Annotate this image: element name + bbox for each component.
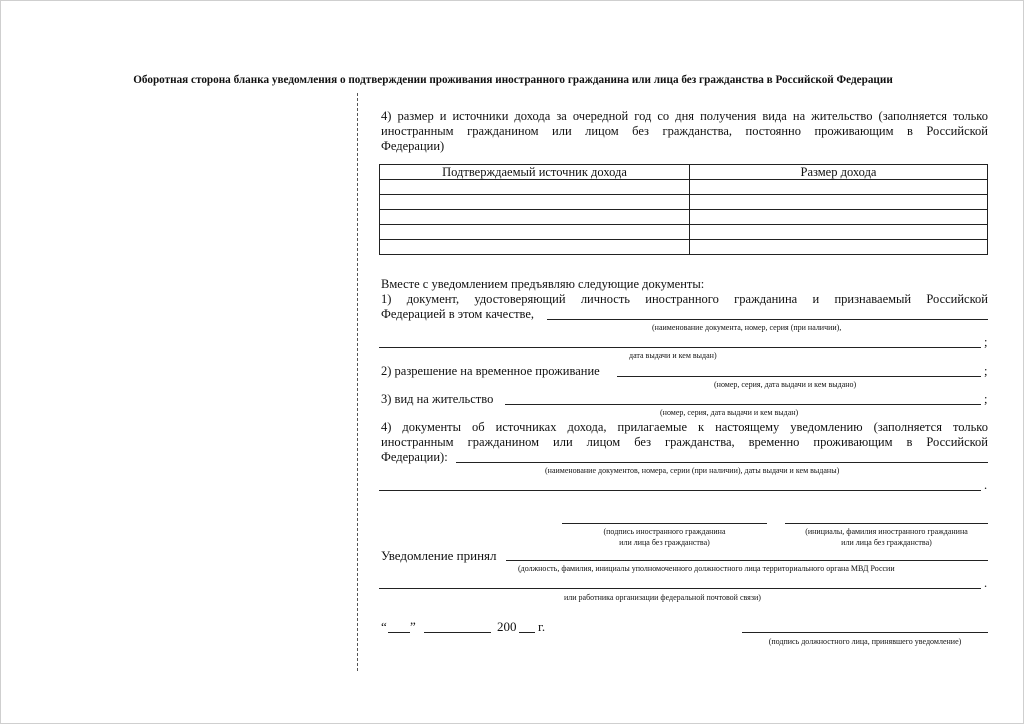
date-year-prefix: 200 <box>497 619 517 634</box>
income-source-cell[interactable] <box>380 180 690 195</box>
document4-line3: Федерации): <box>381 450 448 464</box>
accepted-official-field-continuation[interactable] <box>379 588 981 589</box>
accepted-caption2: или работника организации федеральной почтовой связи) <box>564 593 761 602</box>
table-row <box>380 225 988 240</box>
document2-field[interactable] <box>617 376 981 377</box>
document1-line2: Федерацией в этом качестве, <box>381 307 535 321</box>
period: . <box>984 478 988 492</box>
signature-caption-1: (подпись иностранного гражданина <box>603 527 726 536</box>
header-income-amount: Размер дохода <box>690 165 988 180</box>
income-amount-cell[interactable] <box>690 225 988 240</box>
document3-label: 3) вид на жительство <box>381 392 494 406</box>
document4-line1: 4) документы об источниках дохода, прилагаемые к настоящему уведомлению (заполняется только <box>381 420 988 434</box>
applicant-signature-field[interactable] <box>562 523 767 524</box>
document1-caption2: дата выдачи и кем выдан) <box>629 351 717 360</box>
section4-line3: Федерации) <box>381 139 445 153</box>
accepted-caption1: (должность, фамилия, инициалы уполномоченного должностного лица территориального органа МВД России <box>518 564 895 573</box>
official-signature-caption: (подпись должностного лица, принявшего уведомление) <box>768 637 962 646</box>
date-year-field[interactable] <box>519 632 535 633</box>
section4-line1: 4) размер и источники дохода за очередной год со дня получения вида на жительство (заполняется только <box>381 109 988 123</box>
document1-field-continuation[interactable] <box>379 347 981 348</box>
document1-field[interactable] <box>547 319 988 320</box>
document1-line1: 1) документ, удостоверяющий личность иностранного гражданина и признаваемый Российской <box>381 292 988 306</box>
table-row <box>380 240 988 255</box>
semicolon: ; <box>984 392 988 406</box>
date-year-suffix: г. <box>538 619 546 634</box>
name-caption-2: или лица без гражданства) <box>841 538 932 547</box>
date-open-quote: “ <box>381 619 387 634</box>
income-source-cell[interactable] <box>380 225 690 240</box>
table-header-row <box>380 165 988 180</box>
income-amount-cell[interactable] <box>690 180 988 195</box>
table-row <box>380 180 988 195</box>
accepted-official-field[interactable] <box>506 560 988 561</box>
period: . <box>984 576 988 590</box>
accepted-label: Уведомление принял <box>381 548 497 563</box>
table-row <box>380 195 988 210</box>
header-income-source: Подтверждаемый источник дохода <box>380 165 690 180</box>
income-source-cell[interactable] <box>380 210 690 225</box>
document1-caption1: (наименование документа, номер, серия (при наличии), <box>652 323 842 332</box>
date-month-field[interactable] <box>424 632 491 633</box>
income-source-cell[interactable] <box>380 195 690 210</box>
document3-caption: (номер, серия, дата выдачи и кем выдан) <box>660 408 799 417</box>
documents-intro: Вместе с уведомлением предъявляю следующие документы: <box>381 277 705 291</box>
table-row <box>380 210 988 225</box>
document2-caption: (номер, серия, дата выдачи и кем выдано) <box>714 380 857 389</box>
date-close-quote: ” <box>410 619 416 634</box>
document3-field[interactable] <box>505 404 981 405</box>
document4-field-continuation[interactable] <box>379 490 981 491</box>
cut-line-divider <box>357 93 358 671</box>
semicolon: ; <box>984 335 988 349</box>
document4-caption: (наименование документов, номера, серии (при наличии), даты выдачи и кем выданы) <box>545 466 840 475</box>
signature-caption-2: или лица без гражданства) <box>619 538 710 547</box>
applicant-name-field[interactable] <box>785 523 988 524</box>
income-table <box>379 164 988 255</box>
income-amount-cell[interactable] <box>690 195 988 210</box>
document4-field[interactable] <box>456 462 988 463</box>
official-signature-field[interactable] <box>742 632 988 633</box>
page-title: Оборотная сторона бланка уведомления о подтверждении проживания иностранного гражданина или лица без гражданства в Российской Федерации <box>133 74 893 86</box>
date-day-field[interactable] <box>388 632 410 633</box>
document4-line2: иностранным гражданином или лицом без гражданства, временно проживающим в Российской <box>381 435 988 449</box>
name-caption-1: (инициалы, фамилия иностранного гражданина <box>805 527 968 536</box>
semicolon: ; <box>984 364 988 378</box>
income-amount-cell[interactable] <box>690 210 988 225</box>
section4-line2: иностранным гражданином или лицом без гражданства, постоянно проживающим в Российской <box>381 124 988 138</box>
document2-label: 2) разрешение на временное проживание <box>381 364 600 378</box>
income-source-cell[interactable] <box>380 240 690 255</box>
income-amount-cell[interactable] <box>690 240 988 255</box>
